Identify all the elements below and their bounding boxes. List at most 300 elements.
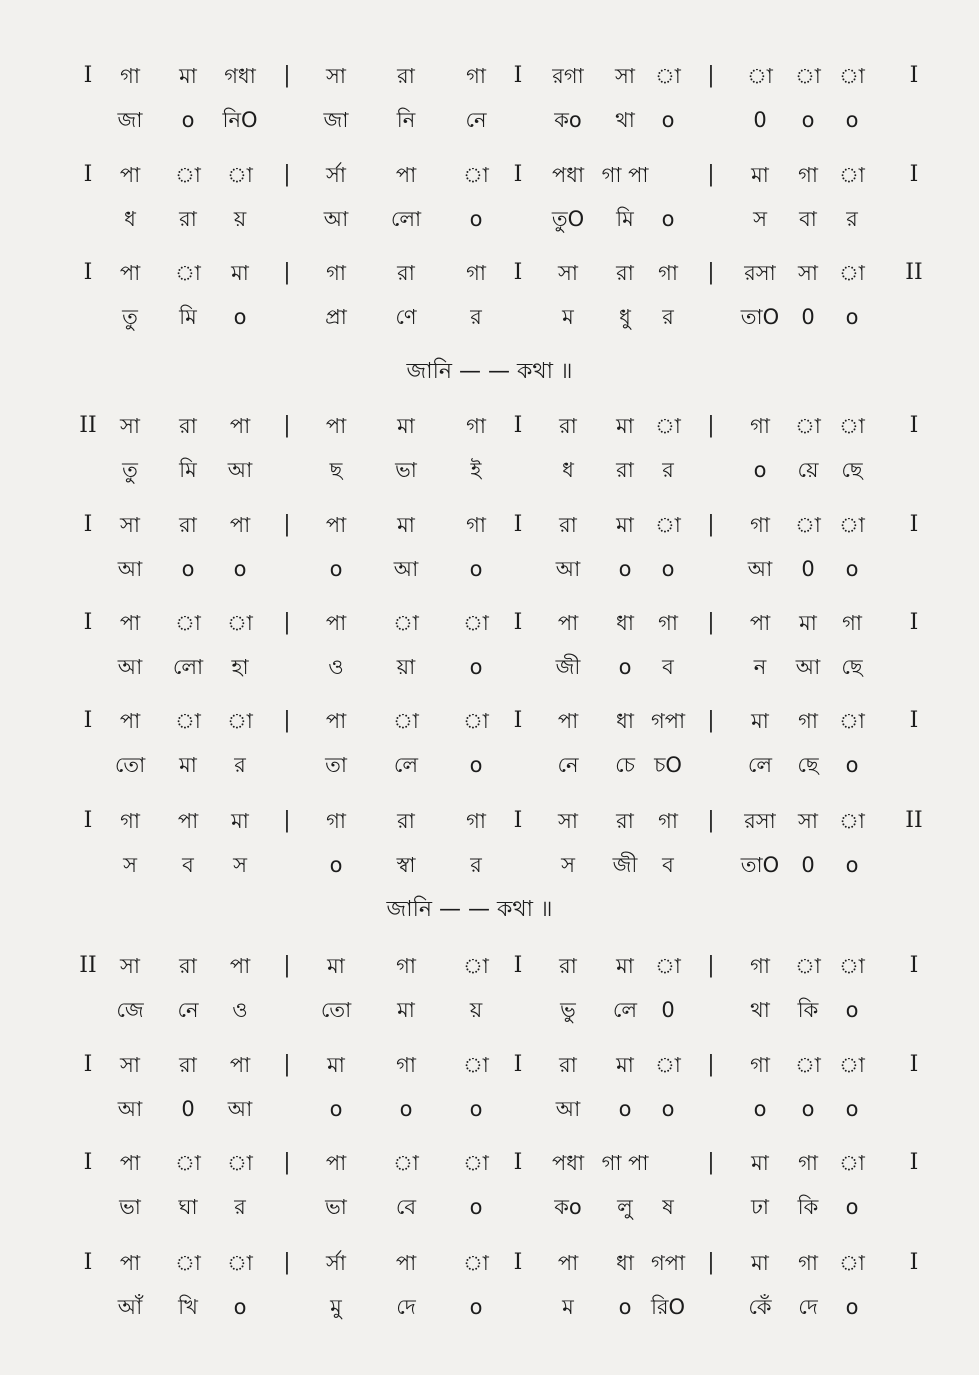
notation-block	[0, 260, 979, 360]
swara-note: সা	[120, 954, 140, 978]
swara-note: া	[795, 414, 821, 438]
bar-line: |	[707, 1052, 715, 1077]
lyric-syllable: আ	[393, 557, 419, 581]
lyric-syllable: প্রা	[325, 305, 347, 329]
lyric-syllable: তুO	[551, 207, 585, 231]
lyric-syllable: কি	[797, 998, 819, 1022]
swara-note: রসা	[744, 261, 776, 285]
lyric-syllable: o	[329, 853, 343, 877]
swara-note: সা	[120, 414, 140, 438]
swara-note: মা	[616, 414, 634, 438]
notation-block	[0, 162, 979, 262]
swara-note: া	[795, 513, 821, 537]
swara-note: গা	[326, 261, 346, 285]
swara-note: র্সা	[326, 163, 346, 187]
lyric-syllable: তাO	[740, 305, 780, 329]
bar-line: I	[513, 260, 523, 285]
lyric-syllable: o	[399, 1097, 413, 1121]
swara-note: গা	[658, 261, 678, 285]
swara-note: রগা	[552, 64, 584, 88]
lyric-syllable: o	[661, 1097, 675, 1121]
swara-note: পা	[119, 709, 141, 733]
bar-line: I	[83, 1250, 93, 1275]
lyric-syllable: লো	[172, 655, 204, 679]
lyric-syllable: o	[469, 1097, 483, 1121]
swara-note: মা	[397, 513, 415, 537]
lyric-syllable: ব	[182, 853, 194, 877]
lyric-syllable: কo	[554, 1195, 582, 1219]
lyric-syllable: o	[845, 998, 859, 1022]
swara-note: া	[655, 1053, 681, 1077]
notation-block	[0, 708, 979, 808]
swara-note: গা	[658, 809, 678, 833]
swara-note: া	[839, 709, 865, 733]
swara-note: গধা	[224, 64, 256, 88]
lyric-syllable: মু	[330, 1295, 342, 1319]
bar-line: |	[283, 1150, 291, 1175]
lyric-syllable: ভা	[325, 1195, 347, 1219]
lyric-syllable: র	[662, 305, 674, 329]
swara-note: মা	[751, 163, 769, 187]
lyric-syllable: র	[662, 458, 674, 482]
lyric-syllable: আ	[555, 1097, 581, 1121]
lyric-syllable: o	[801, 1097, 815, 1121]
lyric-syllable: বা	[799, 207, 817, 231]
swara-note: সা	[558, 261, 578, 285]
notation-block	[0, 808, 979, 908]
bar-line: |	[707, 1250, 715, 1275]
lyric-syllable: লে	[612, 998, 638, 1022]
lyric-syllable: দে	[798, 1295, 818, 1319]
lyric-syllable: ঢা	[751, 1195, 769, 1219]
lyric-syllable: o	[845, 1295, 859, 1319]
lyric-syllable: আ	[117, 557, 143, 581]
lyric-syllable: ব	[662, 655, 674, 679]
lyric-syllable: o	[845, 1195, 859, 1219]
lyric-syllable: রা	[616, 458, 634, 482]
lyric-syllable: আ	[747, 557, 773, 581]
swara-note: পধা	[551, 163, 585, 187]
lyric-syllable: 0	[661, 998, 675, 1022]
lyric-syllable: মি	[179, 458, 197, 482]
swara-note: রা	[397, 64, 415, 88]
swara-note: গা	[658, 611, 678, 635]
swara-note: পা	[395, 1251, 417, 1275]
swara-note: া	[393, 611, 419, 635]
bar-line: I	[513, 1250, 523, 1275]
swara-note: পা	[749, 611, 771, 635]
swara-note: া	[839, 1251, 865, 1275]
swara-note: া	[463, 163, 489, 187]
lyric-syllable: তো	[114, 753, 146, 777]
refrain-line: জানি — — কথা ॥	[386, 897, 553, 922]
lyric-syllable: o	[661, 108, 675, 132]
lyric-syllable: রা	[179, 207, 197, 231]
bar-line: II	[79, 953, 97, 978]
lyric-syllable: ছে	[841, 655, 863, 679]
lyric-syllable: o	[618, 655, 632, 679]
lyric-syllable: o	[469, 207, 483, 231]
bar-line: I	[83, 610, 93, 635]
lyric-syllable: র	[470, 853, 482, 877]
swara-note: গা	[326, 809, 346, 833]
swara-note: া	[393, 709, 419, 733]
swara-note: মা	[799, 611, 817, 635]
swara-note: া	[175, 163, 201, 187]
swara-note: গা	[466, 809, 486, 833]
lyric-syllable: লে	[747, 753, 773, 777]
lyric-syllable: তু	[122, 458, 138, 482]
swara-note: া	[227, 1251, 253, 1275]
lyric-syllable: র	[234, 1195, 246, 1219]
swara-note: পা	[229, 1053, 251, 1077]
swara-note: া	[463, 1053, 489, 1077]
swara-note: া	[655, 954, 681, 978]
lyric-syllable: o	[753, 458, 767, 482]
bar-line: II	[905, 260, 923, 285]
notation-block	[0, 512, 979, 612]
lyric-syllable: o	[618, 557, 632, 581]
swara-note: া	[227, 1151, 253, 1175]
bar-line: I	[513, 413, 523, 438]
swara-note: া	[463, 709, 489, 733]
lyric-syllable: o	[618, 1295, 632, 1319]
swara-note: পা	[325, 414, 347, 438]
swara-note: া	[795, 64, 821, 88]
lyric-syllable: o	[801, 108, 815, 132]
swara-note: পধা	[551, 1151, 585, 1175]
bar-line: I	[513, 610, 523, 635]
swara-note: রা	[397, 809, 415, 833]
bar-line: |	[707, 610, 715, 635]
bar-line: |	[283, 953, 291, 978]
swara-note: মা	[616, 1053, 634, 1077]
lyric-syllable: o	[329, 557, 343, 581]
swara-note: া	[175, 261, 201, 285]
bar-line: I	[83, 260, 93, 285]
bar-line: I	[83, 63, 93, 88]
swara-note: মা	[179, 64, 197, 88]
lyric-syllable: ভা	[119, 1195, 141, 1219]
swara-note: া	[839, 513, 865, 537]
bar-line: |	[707, 63, 715, 88]
swara-note: মা	[616, 513, 634, 537]
bar-line: |	[283, 413, 291, 438]
lyric-syllable: কেঁ	[748, 1295, 772, 1319]
swara-note: গা	[120, 64, 140, 88]
bar-line: I	[83, 808, 93, 833]
lyric-syllable: র	[470, 305, 482, 329]
lyric-syllable: জী	[612, 853, 638, 877]
lyric-syllable: তু	[122, 305, 138, 329]
lyric-syllable: আ	[117, 1097, 143, 1121]
bar-line: I	[909, 610, 919, 635]
swara-note: ধা	[616, 1251, 634, 1275]
swara-note: গা	[466, 513, 486, 537]
refrain-line: জানি — — কথা ॥	[406, 359, 573, 384]
swara-note: মা	[231, 261, 249, 285]
lyric-syllable: র	[234, 753, 246, 777]
lyric-syllable: ও	[232, 998, 248, 1022]
swara-note: ধা	[616, 709, 634, 733]
lyric-syllable: o	[618, 1097, 632, 1121]
lyric-syllable: মি	[616, 207, 634, 231]
lyric-syllable: মা	[397, 998, 415, 1022]
swara-note: া	[393, 1151, 419, 1175]
swara-note: া	[175, 611, 201, 635]
lyric-syllable: কি	[797, 1195, 819, 1219]
bar-line: I	[909, 953, 919, 978]
swara-note: সা	[798, 261, 818, 285]
swara-note: সা	[120, 513, 140, 537]
lyric-syllable: আঁ	[117, 1295, 143, 1319]
bar-line: |	[283, 63, 291, 88]
lyric-syllable: নে	[557, 753, 579, 777]
lyric-syllable: o	[845, 108, 859, 132]
lyric-syllable: o	[661, 557, 675, 581]
swara-note: রা	[559, 1053, 577, 1077]
notation-block	[0, 953, 979, 1053]
lyric-syllable: লু	[617, 1195, 633, 1219]
lyric-syllable: স	[561, 853, 575, 877]
bar-line: |	[707, 808, 715, 833]
swara-note: া	[463, 1151, 489, 1175]
swara-note: া	[175, 1151, 201, 1175]
lyric-syllable: জে	[116, 998, 144, 1022]
lyric-syllable: র	[846, 207, 858, 231]
swara-note: রা	[179, 1053, 197, 1077]
swara-note: পা	[557, 709, 579, 733]
swara-note: গা	[466, 414, 486, 438]
swara-note: গপা	[650, 1251, 686, 1275]
swara-note: পা	[119, 1251, 141, 1275]
bar-line: I	[513, 1052, 523, 1077]
lyric-syllable: o	[845, 753, 859, 777]
swara-note: গা	[750, 954, 770, 978]
lyric-syllable: স	[753, 207, 767, 231]
swara-note: রা	[616, 261, 634, 285]
bar-line: I	[513, 708, 523, 733]
lyric-syllable: o	[845, 557, 859, 581]
swara-note: রসা	[744, 809, 776, 833]
lyric-syllable: ই	[470, 458, 482, 482]
lyric-syllable: 0	[801, 557, 815, 581]
notation-block	[0, 1052, 979, 1152]
lyric-syllable: ম	[562, 305, 574, 329]
lyric-syllable: ধ	[124, 207, 136, 231]
lyric-syllable: য়	[233, 207, 247, 231]
lyric-syllable: ব	[662, 853, 674, 877]
swara-note: া	[839, 809, 865, 833]
lyric-syllable: আ	[227, 1097, 253, 1121]
swara-note: রা	[179, 954, 197, 978]
lyric-syllable: ও	[328, 655, 344, 679]
swara-note: সা	[615, 64, 635, 88]
lyric-syllable: কo	[554, 108, 582, 132]
bar-line: |	[707, 162, 715, 187]
lyric-syllable: স	[233, 853, 247, 877]
lyric-syllable: o	[233, 557, 247, 581]
notation-block	[0, 1250, 979, 1350]
lyric-syllable: 0	[801, 305, 815, 329]
lyric-syllable: o	[329, 1097, 343, 1121]
lyric-syllable: লো	[390, 207, 422, 231]
swara-note: া	[655, 414, 681, 438]
swara-note: া	[839, 261, 865, 285]
swara-note: া	[227, 709, 253, 733]
lyric-syllable: য়	[469, 998, 483, 1022]
swara-note: া	[839, 163, 865, 187]
swara-note: মা	[327, 954, 345, 978]
lyric-syllable: থা	[750, 998, 770, 1022]
swara-note: পা	[557, 611, 579, 635]
lyric-syllable: o	[845, 1097, 859, 1121]
swara-note: র্সা	[326, 1251, 346, 1275]
swara-note: গা পা	[601, 1151, 649, 1175]
lyric-syllable: ধ	[562, 458, 574, 482]
swara-note: পা	[325, 1151, 347, 1175]
swara-note: গা	[466, 64, 486, 88]
notation-block	[0, 63, 979, 163]
swara-note: রা	[559, 954, 577, 978]
bar-line: |	[283, 260, 291, 285]
lyric-syllable: তাO	[740, 853, 780, 877]
lyric-syllable: 0	[753, 108, 767, 132]
bar-line: I	[83, 162, 93, 187]
lyric-syllable: o	[845, 853, 859, 877]
bar-line: I	[909, 1250, 919, 1275]
swara-note: গা	[750, 513, 770, 537]
swara-note: মা	[397, 414, 415, 438]
lyric-syllable: ধু	[619, 305, 631, 329]
swara-note: সা	[798, 809, 818, 833]
swara-note: রা	[397, 261, 415, 285]
lyric-syllable: জী	[555, 655, 581, 679]
swara-note: মা	[327, 1053, 345, 1077]
lyric-syllable: ভা	[395, 458, 417, 482]
swara-note: মা	[231, 809, 249, 833]
notation-block	[0, 610, 979, 710]
lyric-syllable: মি	[179, 305, 197, 329]
bar-line: I	[513, 1150, 523, 1175]
swara-note: মা	[751, 709, 769, 733]
swara-note: গা	[750, 414, 770, 438]
swara-note: মা	[751, 1151, 769, 1175]
swara-note: া	[839, 414, 865, 438]
swara-note: া	[839, 64, 865, 88]
swara-note: পা	[119, 261, 141, 285]
swara-note: া	[839, 1151, 865, 1175]
swara-note: গা	[750, 1053, 770, 1077]
bar-line: |	[707, 413, 715, 438]
swara-note: ধা	[616, 611, 634, 635]
lyric-syllable: o	[469, 1295, 483, 1319]
swara-note: রা	[559, 414, 577, 438]
bar-line: |	[707, 512, 715, 537]
swara-note: পা	[325, 513, 347, 537]
lyric-syllable: o	[661, 207, 675, 231]
lyric-syllable: নিO	[222, 108, 258, 132]
lyric-syllable: ন	[753, 655, 767, 679]
swara-note: গা	[798, 163, 818, 187]
lyric-syllable: ভু	[560, 998, 576, 1022]
swara-note: পা	[119, 611, 141, 635]
bar-line: |	[283, 1250, 291, 1275]
bar-line: |	[283, 808, 291, 833]
swara-note: া	[175, 709, 201, 733]
swara-note: পা	[557, 1251, 579, 1275]
lyric-syllable: থা	[615, 108, 635, 132]
swara-note: সা	[558, 809, 578, 833]
bar-line: I	[909, 63, 919, 88]
bar-line: |	[283, 512, 291, 537]
swara-note: পা	[229, 513, 251, 537]
bar-line: |	[707, 708, 715, 733]
swara-note: গা	[396, 954, 416, 978]
swara-note: া	[463, 954, 489, 978]
lyric-syllable: লে	[393, 753, 419, 777]
bar-line: |	[283, 610, 291, 635]
lyric-syllable: চO	[654, 753, 682, 777]
swara-note: া	[463, 1251, 489, 1275]
lyric-syllable: রিO	[650, 1295, 686, 1319]
lyric-syllable: দে	[396, 1295, 416, 1319]
lyric-syllable: চে	[615, 753, 635, 777]
notation-block	[0, 1150, 979, 1250]
swara-note: া	[463, 611, 489, 635]
lyric-syllable: ণে	[395, 305, 417, 329]
swara-note: া	[227, 163, 253, 187]
lyric-syllable: য়া	[396, 655, 416, 679]
bar-line: I	[909, 708, 919, 733]
bar-line: I	[909, 162, 919, 187]
lyric-syllable: নে	[177, 998, 199, 1022]
swara-note: া	[839, 1053, 865, 1077]
lyric-syllable: নে	[465, 108, 487, 132]
swara-note: গা	[798, 709, 818, 733]
lyric-syllable: জা	[323, 108, 349, 132]
lyric-syllable: নি	[396, 108, 416, 132]
lyric-syllable: য়ে	[797, 458, 819, 482]
swara-note: রা	[179, 414, 197, 438]
bar-line: II	[905, 808, 923, 833]
swara-note: া	[747, 64, 773, 88]
lyric-syllable: আ	[555, 557, 581, 581]
lyric-syllable: হা	[231, 655, 249, 679]
swara-note: গা	[466, 261, 486, 285]
bar-line: I	[513, 63, 523, 88]
swara-note: পা	[325, 709, 347, 733]
swara-note: গা	[842, 611, 862, 635]
lyric-syllable: o	[753, 1097, 767, 1121]
swara-note: গা	[798, 1151, 818, 1175]
swara-note: রা	[179, 513, 197, 537]
lyric-syllable: আ	[227, 458, 253, 482]
swara-note: গপা	[650, 709, 686, 733]
lyric-syllable: ম	[562, 1295, 574, 1319]
bar-line: |	[707, 260, 715, 285]
lyric-syllable: ছে	[797, 753, 819, 777]
lyric-syllable: 0	[801, 853, 815, 877]
lyric-syllable: o	[469, 1195, 483, 1219]
swara-note: পা	[177, 809, 199, 833]
swara-note: গা	[798, 1251, 818, 1275]
bar-line: |	[283, 1052, 291, 1077]
bar-line: I	[909, 512, 919, 537]
swara-note: পা	[119, 163, 141, 187]
lyric-syllable: মা	[179, 753, 197, 777]
bar-line: |	[283, 708, 291, 733]
